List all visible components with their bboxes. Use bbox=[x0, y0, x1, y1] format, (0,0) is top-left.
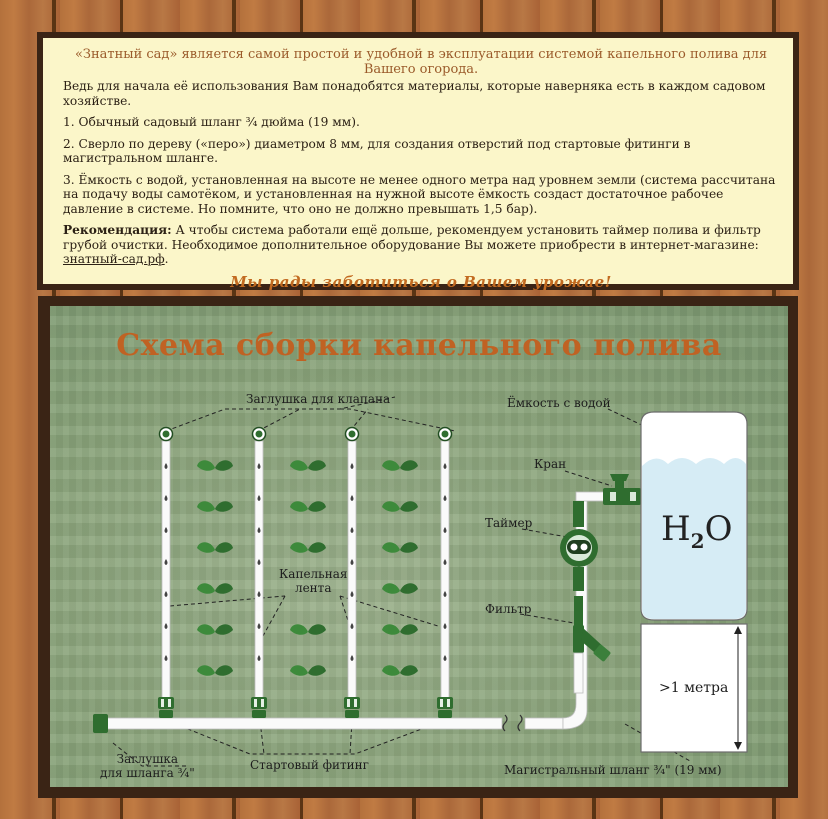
label-timer: Таймер bbox=[485, 516, 533, 530]
label-drip-tape-line2: лента bbox=[294, 581, 332, 595]
h2o-h: H bbox=[661, 509, 691, 549]
water-tank bbox=[641, 412, 747, 752]
timer-icon bbox=[560, 501, 598, 591]
label-start-fitting: Стартовый фитинг bbox=[250, 758, 369, 772]
recommendation-end: . bbox=[164, 252, 169, 266]
intro-item-3: 3. Ёмкость с водой, установленная на высоте не менее одного метра над уровнем земли (система рассчитана на подачу воды самотёком, и установленная на нужной высоте ёмкость создаст достаточное рабочее давление в системе. Но помните, что оно не должно превышать 1,5 бар). bbox=[63, 172, 776, 216]
label-tap: Кран bbox=[534, 457, 567, 471]
label-drip-tape bbox=[279, 567, 347, 595]
intro-text: Ведь для начала её использования Вам понадобятся материалы, которые наверняка есть в каждом садовом хозяйстве. bbox=[63, 79, 766, 108]
scheme-title: Схема сборки капельного полива bbox=[116, 328, 722, 363]
recommendation-label: Рекомендация: bbox=[63, 223, 172, 237]
hose-plug-icon bbox=[93, 714, 108, 733]
label-hose-plug-line2: для шланга ¾" bbox=[100, 766, 195, 780]
label-tank: Ёмкость с водой bbox=[507, 396, 611, 410]
tap-icon bbox=[603, 474, 641, 505]
intro-paper bbox=[43, 38, 793, 291]
h2o-2: 2 bbox=[690, 529, 705, 553]
filter-icon bbox=[573, 596, 611, 693]
label-main-hose: Магистральный шланг ¾" (19 мм) bbox=[504, 763, 722, 777]
intro-board bbox=[37, 32, 799, 290]
intro-item-1: 1. Обычный садовый шланг ¾ дюйма (19 мм). bbox=[63, 115, 360, 129]
scheme-panel bbox=[50, 306, 788, 787]
shop-link[interactable]: знатный-сад.рф bbox=[63, 252, 165, 266]
recommendation-text: А чтобы система работали ещё дольше, рекомендуем установить таймер полива и фильтр грубой очистки. Необходимое дополнительное оборудование Вы можете приобрести в интернет-магазине: bbox=[63, 223, 761, 252]
label-filter: Фильтр bbox=[485, 602, 532, 616]
intro-item-2: 2. Сверло по дереву («перо») диаметром 8 мм, для создания отверстий под стартовые фитинги в магистральном шланге. bbox=[63, 136, 691, 165]
h2o-o: O bbox=[704, 509, 733, 549]
scheme-board bbox=[38, 296, 798, 798]
intro-lead: «Знатный сад» является самой простой и удобной в эксплуатации системой капельного полива для Вашего огорода. bbox=[74, 47, 768, 77]
label-drip-tape-line1: Капельная bbox=[279, 567, 348, 581]
intro-recommendation bbox=[63, 223, 779, 267]
slogan: Мы рады заботиться о Вашем урожае! bbox=[230, 272, 612, 291]
label-height: >1 метра bbox=[659, 680, 729, 696]
h2o-label bbox=[661, 509, 733, 553]
label-hose-plug-line1: Заглушка bbox=[116, 752, 179, 766]
label-valve-plug: Заглушка для клапана bbox=[246, 392, 391, 406]
label-hose-plug bbox=[100, 752, 195, 780]
